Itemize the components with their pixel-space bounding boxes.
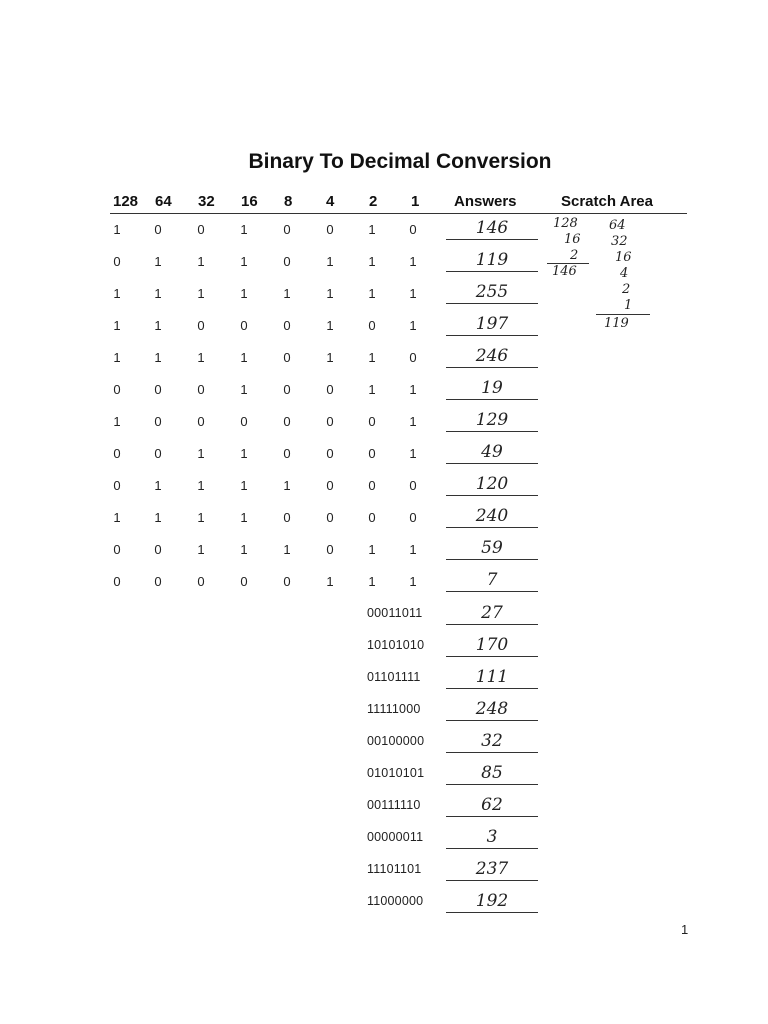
bit-cell: 1 [368,574,376,589]
bit-cell: 1 [368,222,376,237]
bit-cell: 1 [113,222,121,237]
bit-cell: 0 [409,510,417,525]
bit-cell: 0 [368,318,376,333]
header-place-32: 32 [198,193,215,210]
bit-cell: 1 [113,510,121,525]
bit-cell: 1 [368,286,376,301]
bit-cell: 0 [154,574,162,589]
bit-cell: 1 [113,414,121,429]
bit-cell: 0 [197,414,205,429]
bit-cell: 0 [283,510,291,525]
page-number: 1 [681,922,689,937]
bit-cell: 1 [409,414,417,429]
scratch-value: 2 [622,282,631,297]
bit-cell: 1 [154,510,162,525]
answer-field: 120 [446,473,538,496]
bit-cell: 1 [326,254,334,269]
bit-cell: 0 [113,542,121,557]
scratch-value: 4 [620,266,629,281]
bit-cell: 1 [409,542,417,557]
bit-cell: 0 [326,222,334,237]
answer-field: 146 [446,217,538,240]
bit-cell: 0 [240,574,248,589]
binary-number: 00111110 [367,798,421,812]
bit-cell: 0 [326,382,334,397]
answer-field: 49 [446,441,538,464]
bit-cell: 0 [326,446,334,461]
header-answers: Answers [454,193,517,210]
scratch-sum-line [596,314,650,315]
answer-field: 111 [446,666,538,689]
bit-cell: 1 [409,254,417,269]
bit-cell: 1 [409,382,417,397]
bit-cell: 1 [368,254,376,269]
bit-cell: 0 [113,478,121,493]
header-scratch-area: Scratch Area [561,193,653,210]
answer-field: 246 [446,345,538,368]
bit-cell: 0 [154,382,162,397]
bit-cell: 0 [154,542,162,557]
binary-number: 00000011 [367,830,424,844]
bit-cell: 0 [154,222,162,237]
answer-field: 62 [446,794,538,817]
answer-field: 7 [446,569,538,592]
answer-field: 119 [446,249,538,272]
page-title: Binary To Decimal Conversion [248,150,552,173]
bit-cell: 1 [283,478,291,493]
binary-number: 01010101 [367,766,425,780]
bit-cell: 0 [409,222,417,237]
bit-cell: 1 [154,350,162,365]
bit-cell: 0 [283,350,291,365]
bit-cell: 0 [326,414,334,429]
answer-field: 32 [446,730,538,753]
bit-cell: 1 [240,478,248,493]
answer-field: 59 [446,537,538,560]
binary-number: 11101101 [367,862,422,876]
bit-cell: 0 [283,414,291,429]
bit-cell: 0 [409,350,417,365]
answer-field: 197 [446,313,538,336]
bit-cell: 0 [326,510,334,525]
bit-cell: 1 [240,222,248,237]
bit-cell: 0 [197,318,205,333]
bit-cell: 0 [368,414,376,429]
bit-cell: 1 [326,574,334,589]
answer-field: 255 [446,281,538,304]
answer-field: 3 [446,826,538,849]
bit-cell: 0 [283,254,291,269]
answer-field: 237 [446,858,538,881]
bit-cell: 1 [197,510,205,525]
bit-cell: 0 [154,446,162,461]
bit-cell: 1 [154,478,162,493]
binary-number: 01101111 [367,670,421,684]
bit-cell: 1 [154,286,162,301]
header-place-4: 4 [326,193,335,210]
bit-cell: 0 [283,446,291,461]
bit-cell: 1 [197,478,205,493]
bit-cell: 0 [197,574,205,589]
binary-number: 11111000 [367,702,421,716]
header-place-64: 64 [155,193,172,210]
bit-cell: 0 [240,318,248,333]
bit-cell: 1 [326,350,334,365]
bit-cell: 0 [283,574,291,589]
header-place-2: 2 [369,193,378,210]
binary-number: 00011011 [367,606,423,620]
header-place-8: 8 [284,193,293,210]
bit-cell: 1 [368,350,376,365]
bit-cell: 1 [154,318,162,333]
bit-cell: 1 [283,286,291,301]
bit-cell: 1 [197,286,205,301]
scratch-value: 16 [564,232,581,247]
scratch-value: 1 [624,298,633,313]
bit-cell: 1 [113,318,121,333]
bit-cell: 1 [197,542,205,557]
bit-cell: 1 [240,542,248,557]
scratch-value: 32 [611,234,628,249]
bit-cell: 1 [240,286,248,301]
bit-cell: 0 [283,382,291,397]
bit-cell: 1 [197,254,205,269]
bit-cell: 1 [154,254,162,269]
scratch-value: 2 [570,248,579,263]
answer-field: 19 [446,377,538,400]
answer-field: 27 [446,602,538,625]
bit-cell: 1 [409,318,417,333]
bit-cell: 0 [154,414,162,429]
answer-field: 192 [446,890,538,913]
header-underline [110,213,687,214]
header-place-1: 1 [411,193,420,210]
bit-cell: 1 [113,286,121,301]
bit-cell: 0 [113,574,121,589]
scratch-value: 128 [553,216,578,231]
bit-cell: 0 [283,318,291,333]
bit-cell: 1 [240,254,248,269]
bit-cell: 0 [197,382,205,397]
bit-cell: 1 [197,350,205,365]
bit-cell: 1 [240,446,248,461]
scratch-value: 16 [615,250,632,265]
bit-cell: 1 [113,350,121,365]
bit-cell: 0 [326,478,334,493]
answer-field: 240 [446,505,538,528]
bit-cell: 0 [197,222,205,237]
bit-cell: 0 [113,446,121,461]
answer-field: 85 [446,762,538,785]
binary-number: 10101010 [367,638,425,652]
bit-cell: 0 [368,446,376,461]
bit-cell: 0 [368,478,376,493]
bit-cell: 1 [409,574,417,589]
bit-cell: 1 [240,350,248,365]
bit-cell: 1 [409,446,417,461]
scratch-total: 119 [604,316,629,331]
bit-cell: 0 [240,414,248,429]
answer-field: 170 [446,634,538,657]
answer-field: 129 [446,409,538,432]
binary-number: 11000000 [367,894,424,908]
bit-cell: 1 [409,286,417,301]
bit-cell: 0 [368,510,376,525]
bit-cell: 1 [197,446,205,461]
scratch-value: 64 [609,218,626,233]
bit-cell: 1 [326,286,334,301]
header-place-16: 16 [241,193,258,210]
answer-field: 248 [446,698,538,721]
bit-cell: 1 [240,382,248,397]
bit-cell: 0 [283,222,291,237]
bit-cell: 0 [409,478,417,493]
bit-cell: 0 [326,542,334,557]
bit-cell: 1 [283,542,291,557]
bit-cell: 0 [113,254,121,269]
bit-cell: 1 [326,318,334,333]
binary-number: 00100000 [367,734,425,748]
header-place-128: 128 [113,193,139,210]
bit-cell: 1 [368,542,376,557]
bit-cell: 1 [240,510,248,525]
scratch-total: 146 [552,264,577,279]
bit-cell: 1 [368,382,376,397]
bit-cell: 0 [113,382,121,397]
